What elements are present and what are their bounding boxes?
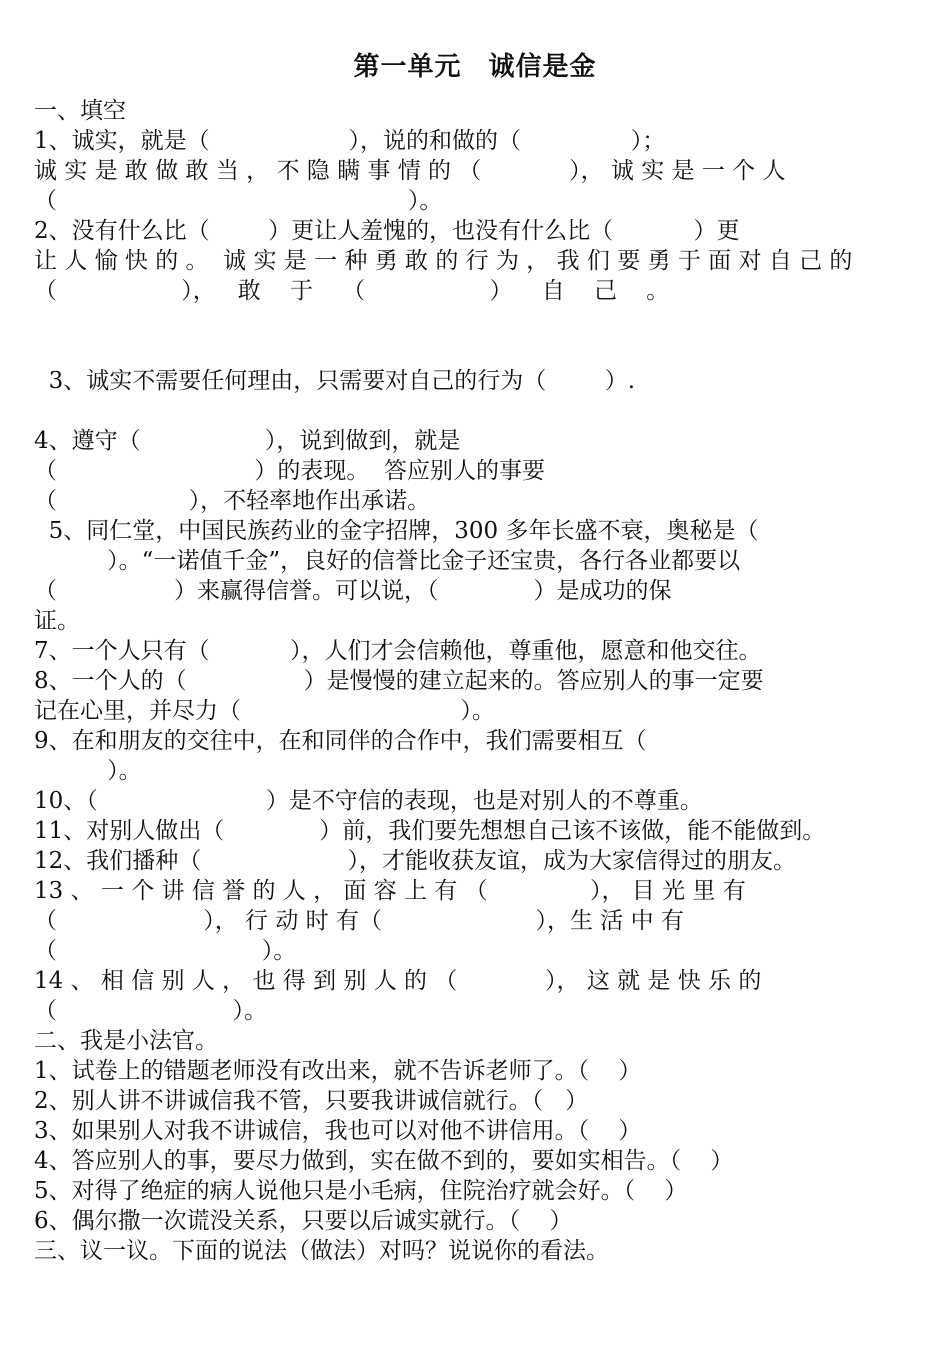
judge-item: 3、如果别人对我不讲诚信，我也可以对他不讲信用。（ ） — [34, 1118, 642, 1144]
question-line: 12、我们播种（ ），才能收获友谊，成为大家信得过的朋友。 — [34, 848, 796, 874]
judge-item: 5、对得了绝症的病人说他只是小毛病，住院治疗就会好。（ ） — [34, 1178, 688, 1204]
question-line: 让 人 愉 快 的 。 诚 实 是 一 种 勇 敢 的 行 为 ， 我 们 要 勇 于 面 对 自 己 的 — [34, 248, 853, 274]
question-line: （ ）。 — [34, 188, 443, 214]
section-heading-fill-blank: 一、填空 — [34, 98, 126, 124]
question-line: 9、在和朋友的交往中，在和同伴的合作中，我们需要相互（ — [34, 728, 647, 754]
question-line: （ ）。 — [34, 938, 297, 964]
section-heading-judge: 二、我是小法官。 — [34, 1028, 218, 1054]
question-line: 5、同仁堂，中国民族药业的金字招牌，300 多年长盛不衰，奥秘是（ — [34, 518, 759, 544]
question-line: 8、一个人的（ ）是慢慢的建立起来的。答应别人的事一定要 — [34, 668, 764, 694]
question-line: 10、（ ）是不守信的表现，也是对别人的不尊重。 — [34, 788, 703, 814]
judge-item: 6、偶尔撒一次谎没关系，只要以后诚实就行。（ ） — [34, 1208, 573, 1234]
question-line: 2、没有什么比（ ）更让人羞愧的，也没有什么比（ ）更 — [34, 218, 740, 244]
question-line: 证。 — [34, 608, 80, 634]
question-line: （ ）。 — [34, 998, 267, 1024]
question-line: （ ）， 行 动 时 有（ ），生 活 中 有 — [34, 908, 684, 934]
question-line: （ ），不轻率地作出承诺。 — [34, 488, 431, 514]
question-line: （ ）来赢得信誉。可以说，（ ）是成功的保 — [34, 578, 672, 604]
question-line: 记在心里，并尽力（ ）。 — [34, 698, 495, 724]
question-line: 13 、 一 个 讲 信 誉 的 人 ， 面 容 上 有 （ ）， 目 光 里 有 — [34, 878, 746, 904]
judge-item: 4、答应别人的事，要尽力做到，实在做不到的，要如实相告。（ ） — [34, 1148, 734, 1174]
question-line: 1、诚实，就是（ ），说的和做的（ ）； — [34, 128, 666, 154]
judge-item: 2、别人讲不讲诚信我不管，只要我讲诚信就行。（ ） — [34, 1088, 589, 1114]
question-line: ）。 — [34, 758, 142, 784]
question-line: 诚 实 是 敢 做 敢 当 ， 不 隐 瞒 事 情 的 （ ）， 诚 实 是 一 个 人 — [34, 158, 786, 184]
question-line: 11、对别人做出（ ）前，我们要先想想自己该不该做，能不能做到。 — [34, 818, 826, 844]
question-line: 4、遵守（ ），说到做到，就是 — [34, 428, 461, 454]
question-line: （ ）， 敢 于 （ ） 自 己 。 — [34, 278, 670, 304]
question-line: （ ）的表现。 答应别人的事要 — [34, 458, 546, 484]
judge-item: 1、试卷上的错题老师没有改出来，就不告诉老师了。（ ） — [34, 1058, 642, 1084]
question-line: ）。“一诺值千金”，良好的信誉比金子还宝贵，各行各业都要以 — [34, 548, 741, 574]
section-heading-discuss: 三、议一议。下面的说法（做法）对吗？说说你的看法。 — [34, 1238, 609, 1264]
question-line: 7、一个人只有（ ），人们才会信赖他，尊重他，愿意和他交往。 — [34, 638, 762, 664]
question-line: 14 、 相 信 别 人 ， 也 得 到 别 人 的 （ ）， 这 就 是 快 乐 的 — [34, 968, 762, 994]
question-line: 3、诚实不需要任何理由，只需要对自己的行为（ ）. — [34, 368, 636, 394]
page-title: 第一单元 诚信是金 — [353, 52, 597, 82]
